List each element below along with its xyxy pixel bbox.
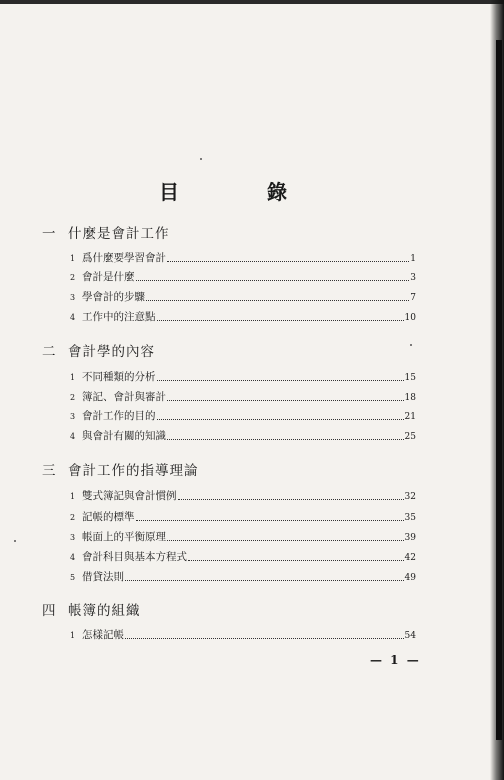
leader-dots: [136, 511, 404, 521]
entry-number: 2: [70, 393, 76, 402]
leader-dots: [167, 531, 404, 541]
toc-entry[interactable]: [70, 529, 416, 543]
entry-number: 4: [70, 432, 76, 441]
entry-title: 會計科目與基本方程式: [82, 551, 187, 563]
chapter-number: 二: [42, 344, 57, 360]
leader-dots: [125, 629, 404, 639]
entry-title: 記帳的標準: [82, 511, 135, 523]
chapter-title: 什麼是會計工作: [68, 226, 170, 242]
page-number-footer: — 1 —: [370, 653, 421, 667]
leader-dots: [146, 291, 409, 301]
chapter-heading: [42, 599, 141, 619]
leader-dots: [167, 391, 404, 401]
page-title: 目 錄: [159, 180, 321, 204]
leader-dots: [167, 430, 404, 440]
chapter-title: 帳簿的組織: [68, 603, 141, 619]
chapter-title: 會計工作的指導理論: [68, 463, 199, 479]
entry-number: 2: [70, 513, 76, 522]
entry-title: 與會計有關的知識: [82, 430, 166, 442]
entry-number: 3: [70, 293, 76, 302]
toc-entry[interactable]: [70, 289, 416, 303]
chapter-heading: [42, 459, 199, 479]
entry-title: 學會計的步驟: [82, 291, 145, 303]
entry-title: 借貸法則: [82, 571, 124, 583]
entry-number: 1: [70, 254, 76, 263]
entry-title: 會計工作的目的: [82, 410, 156, 422]
scan-speck: [200, 158, 202, 160]
chapter-title: 會計學的內容: [68, 344, 155, 360]
entry-page: 39: [404, 533, 416, 543]
entry-title: 不同種類的分析: [82, 371, 156, 383]
entry-page: 18: [404, 393, 416, 403]
entry-page: 42: [404, 553, 416, 563]
entry-page: 10: [404, 313, 416, 323]
entry-number: 4: [70, 553, 76, 562]
leader-dots: [178, 490, 404, 500]
entry-title: 怎樣記帳: [82, 629, 124, 641]
entry-number: 3: [70, 533, 76, 542]
entry-page: 15: [404, 373, 416, 383]
leader-dots: [157, 371, 404, 381]
chapter-number: 一: [42, 226, 57, 242]
entry-page: 21: [404, 412, 416, 422]
entry-title: 工作中的注意點: [82, 311, 156, 323]
scan-speck: [14, 540, 16, 542]
leader-dots: [167, 252, 409, 262]
scan-speck: [410, 344, 412, 346]
entry-page: 7: [410, 293, 416, 303]
entry-title: 雙式簿記與會計慣例: [82, 490, 177, 502]
toc-entry[interactable]: [70, 250, 416, 264]
entry-page: 25: [404, 432, 416, 442]
toc-entry[interactable]: [70, 408, 416, 422]
chapter-number: 三: [42, 463, 57, 479]
entry-title: 帳面上的平衡原理: [82, 531, 166, 543]
entry-page: 32: [404, 492, 416, 502]
leader-dots: [136, 271, 410, 281]
toc-entry[interactable]: [70, 428, 416, 442]
entry-number: 1: [70, 492, 76, 501]
leader-dots: [188, 551, 404, 561]
toc-entry[interactable]: [70, 269, 416, 283]
chapter-number: 四: [42, 603, 57, 619]
chapter-heading: [42, 340, 155, 360]
entry-title: 會計是什麼: [82, 271, 135, 283]
leader-dots: [157, 410, 404, 420]
entry-page: 49: [404, 573, 416, 583]
toc-entry[interactable]: [70, 389, 416, 403]
entry-title: 簿記、會計與審計: [82, 391, 166, 403]
entry-number: 2: [70, 273, 76, 282]
toc-entry[interactable]: [70, 509, 416, 523]
chapter-heading: [42, 222, 170, 242]
toc-entry[interactable]: [70, 549, 416, 563]
entry-number: 5: [70, 573, 76, 582]
entry-number: 1: [70, 373, 76, 382]
entry-number: 1: [70, 631, 76, 640]
toc-entry[interactable]: [70, 369, 416, 383]
toc-entry[interactable]: [70, 627, 416, 641]
entry-page: 54: [404, 631, 416, 641]
scan-right-shadow: [496, 40, 502, 740]
toc-entry[interactable]: [70, 309, 416, 323]
scan-top-edge: [0, 0, 504, 4]
toc-entry[interactable]: [70, 488, 416, 502]
entry-number: 4: [70, 313, 76, 322]
toc-entry[interactable]: [70, 569, 416, 583]
entry-page: 35: [404, 513, 416, 523]
leader-dots: [157, 311, 404, 321]
leader-dots: [125, 571, 404, 581]
entry-page: 1: [410, 254, 416, 264]
entry-title: 爲什麼要學習會計: [82, 252, 166, 264]
entry-number: 3: [70, 412, 76, 421]
entry-page: 3: [410, 273, 416, 283]
